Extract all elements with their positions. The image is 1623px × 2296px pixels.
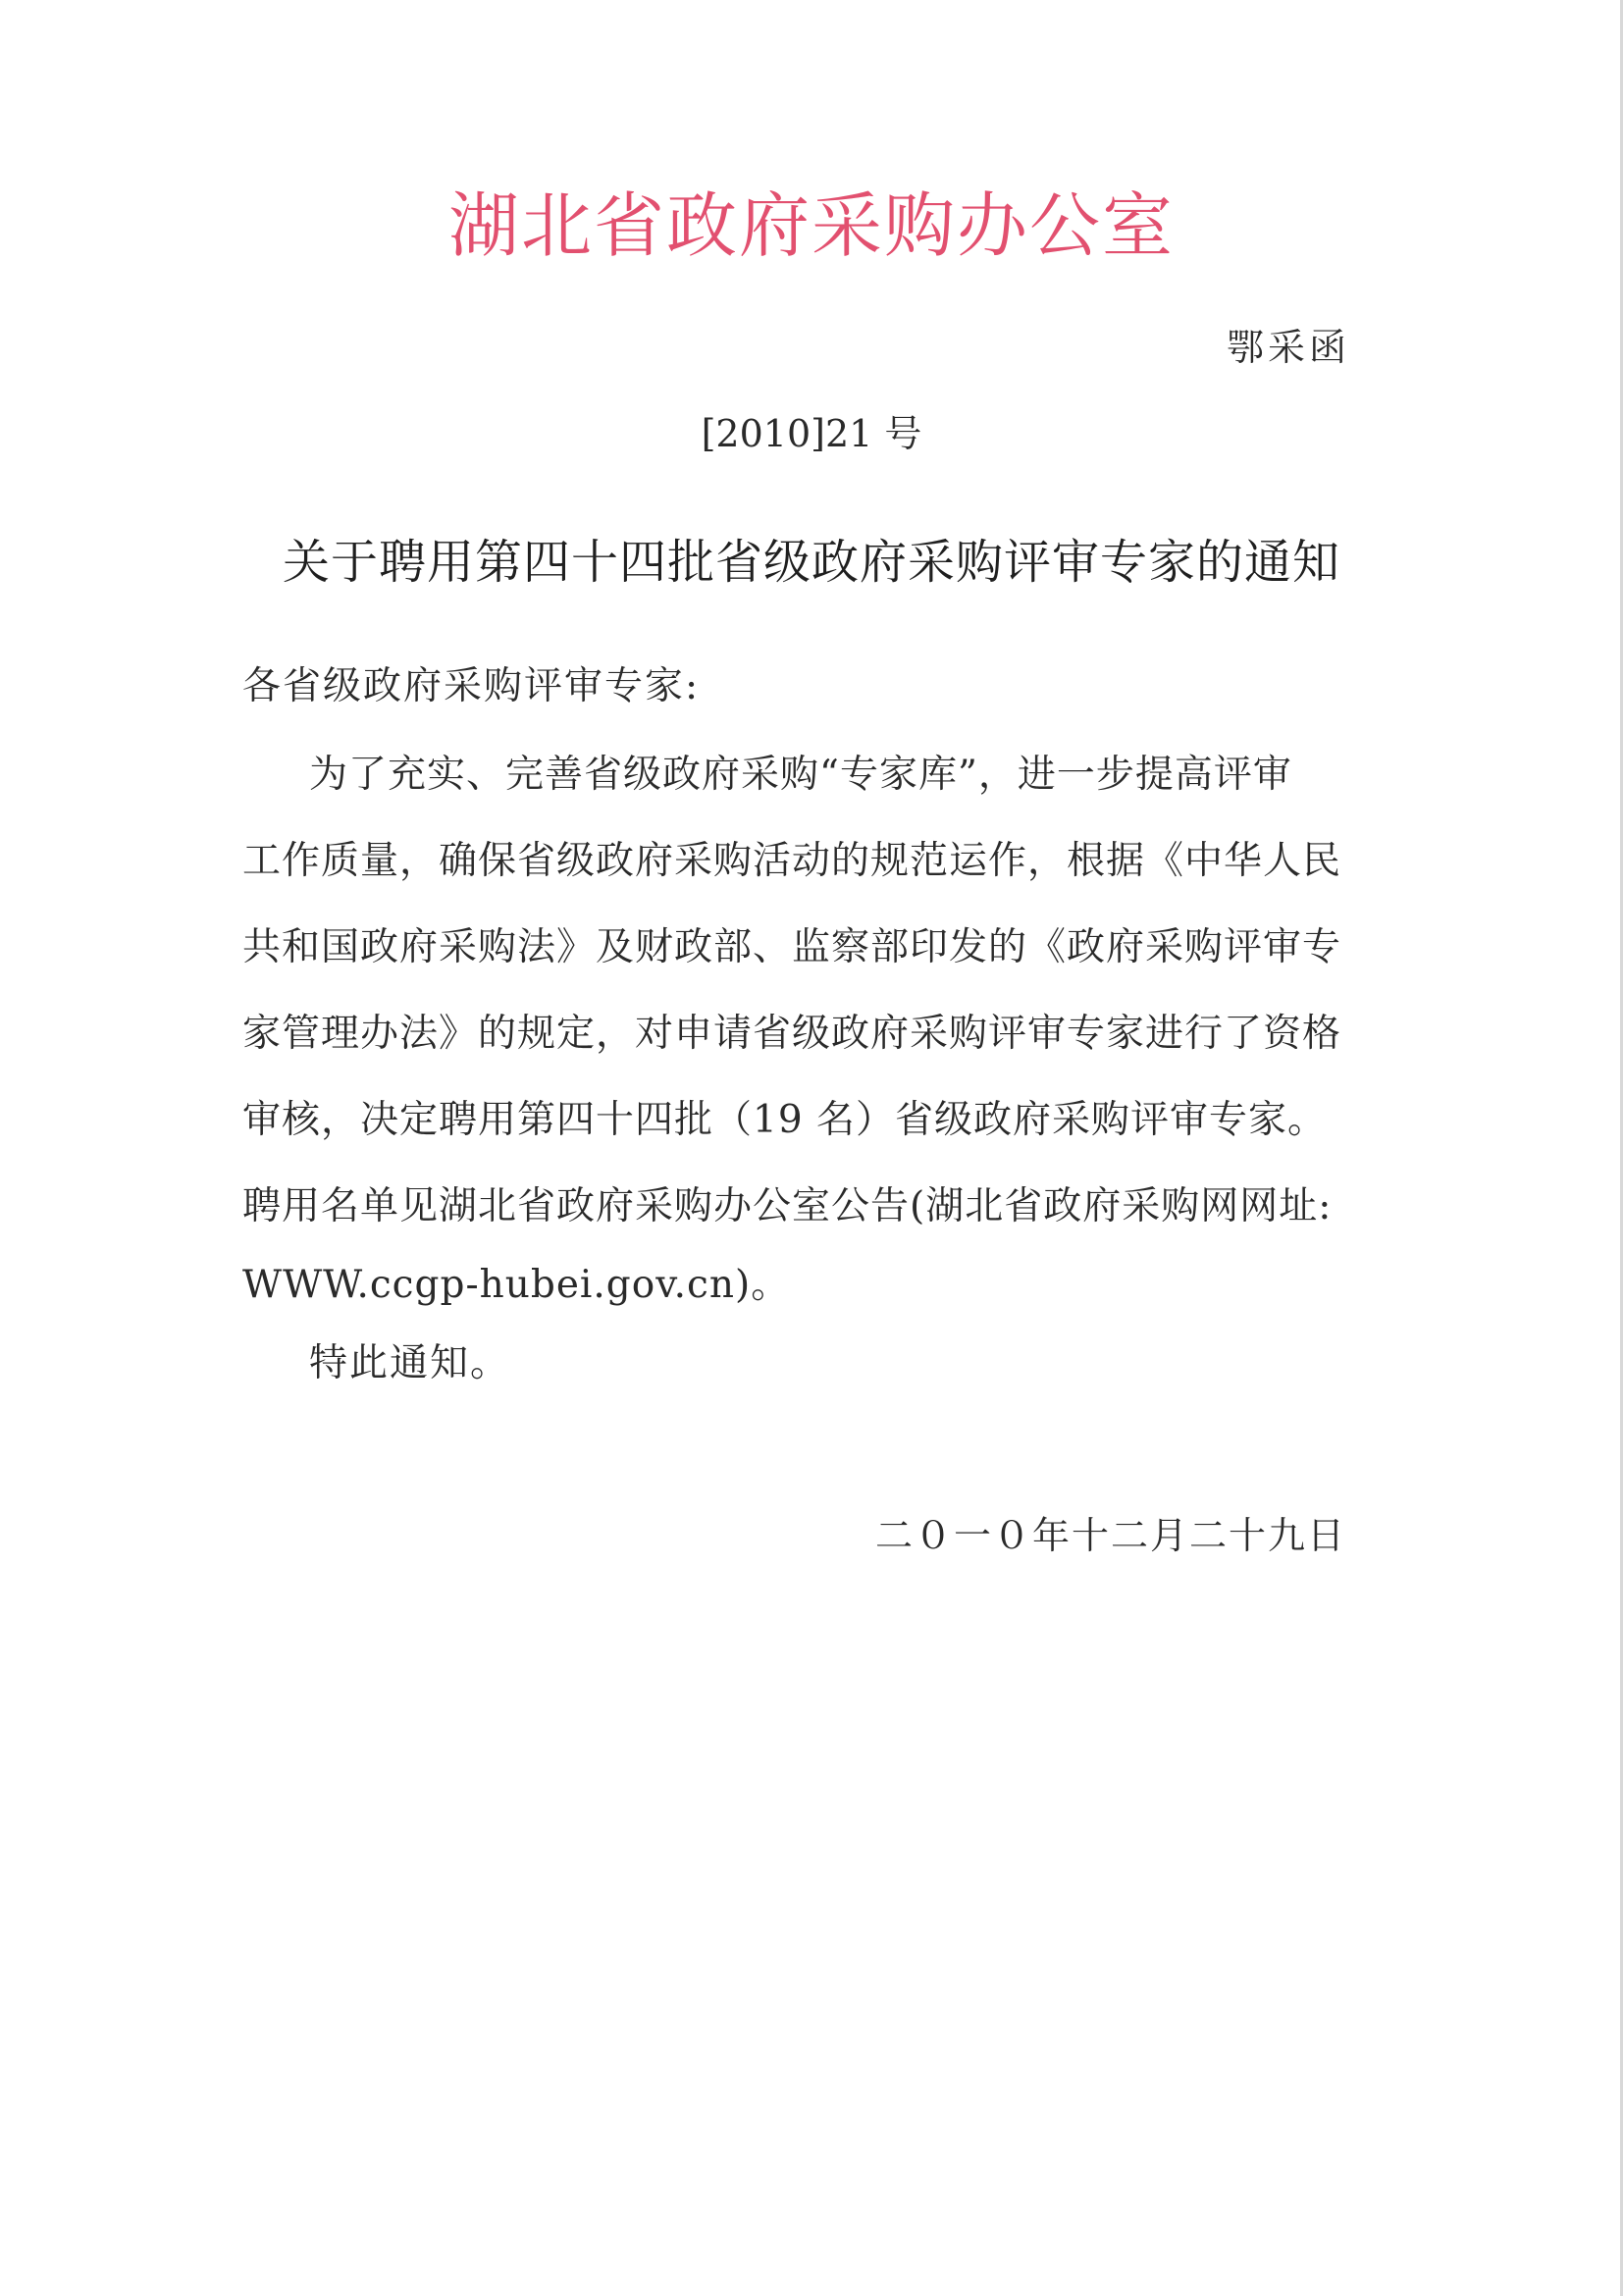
- body-line: 为了充实、完善省级政府采购“专家库”，进一步提高评审: [309, 753, 1292, 797]
- document-number: [2010]21 号: [701, 412, 922, 455]
- closing-text: 特此通知。: [309, 1341, 511, 1385]
- letterhead-title: 湖北省政府采购办公室: [447, 184, 1175, 267]
- salutation: 各省级政府采购评审专家:: [242, 664, 701, 708]
- body-line: 聘用名单见湖北省政府采购办公室公告(湖北省政府采购网网址:: [242, 1184, 1333, 1228]
- body-line: 工作质量，确保省级政府采购活动的规范运作，根据《中华人民: [242, 839, 1342, 883]
- body-line: 家管理办法》的规定，对申请省级政府采购评审专家进行了资格: [242, 1012, 1342, 1056]
- body-line: 共和国政府采购法》及财政部、监察部印发的《政府采购评审专: [242, 925, 1342, 969]
- body-line: WWW.ccgp-hubei.gov.cn)。: [242, 1263, 791, 1307]
- document-prefix: 鄂采函: [1226, 326, 1350, 369]
- document-date: 二０一０年十二月二十九日: [874, 1514, 1346, 1557]
- body-line: 审核，决定聘用第四十四批（19 名）省级政府采购评审专家。: [242, 1098, 1328, 1142]
- notice-title: 关于聘用第四十四批省级政府采购评审专家的通知: [282, 535, 1340, 590]
